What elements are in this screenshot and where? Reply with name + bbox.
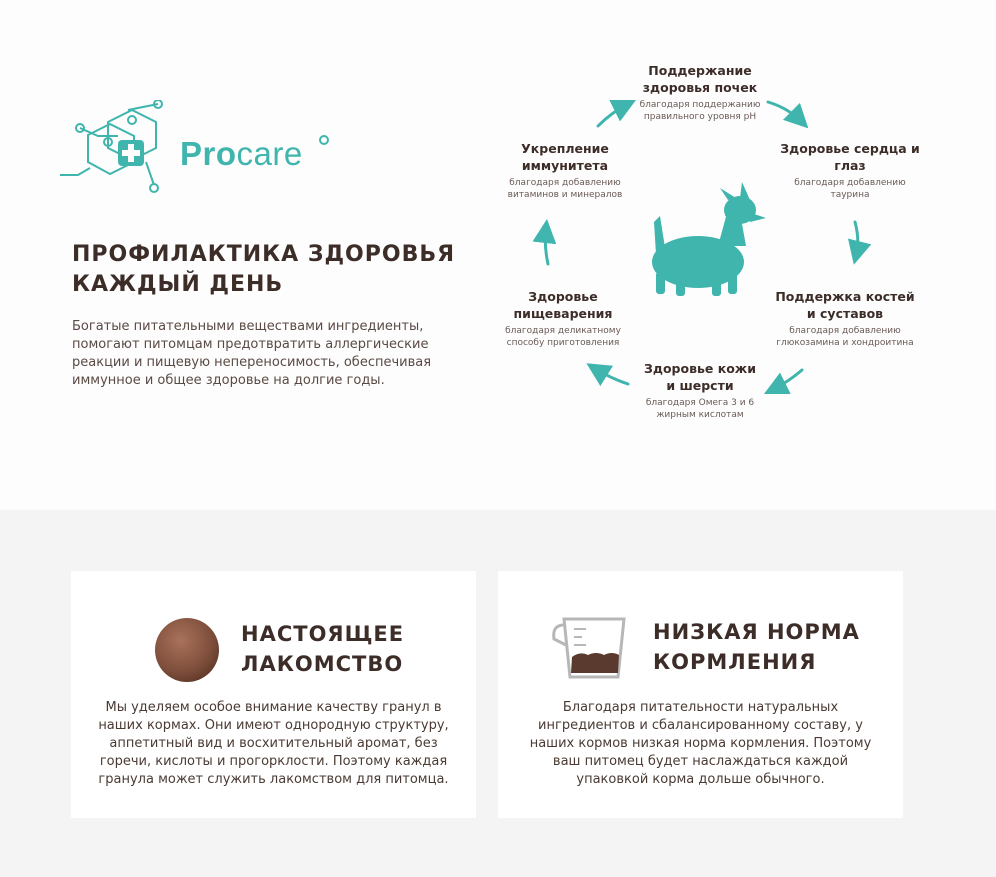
card-text: Мы уделяем особое внимание качеству гранул в наших кормах. Они имеют однородную структуру, аппетитный вид и восхитительный аромат, без горечи, кислоты и прогорклости. Поэтому каждая гранула может служить лакомством для питомца. [98,700,449,787]
cycle-item-bones [770,288,920,349]
dog-icon [652,182,766,296]
logo-brand-light: care [236,135,303,172]
arrow-2-icon [855,222,858,256]
cycle-item-title: Здоровье сердца и глаз [780,141,920,173]
measuring-cup-icon [550,615,628,681]
feature-card-feeding [498,571,903,818]
hero-description: Богатые питательными веществами ингредиенты, помогают питомцам предотвратить аллергические реакции и пищевую непереносимость, обеспечивая иммунное и общее здоровье на долгие годы. [72,319,432,388]
cycle-item-subtitle: благодаря добавлению витаминов и минералов [507,178,623,200]
cycle-item-subtitle: благодаря поддержанию правильного уровня pH [639,100,761,122]
card-title [241,619,404,679]
kibble-icon [153,616,221,684]
cycle-item-skin [640,360,760,421]
cycle-item-immunity [500,140,630,201]
arrow-3-icon [772,370,802,390]
cycle-item-title: Здоровье пищеварения [513,289,613,321]
card-title-line1: НИЗКАЯ НОРМА [653,620,860,644]
cycle-item-heart [780,140,920,201]
cycle-item-kidneys [635,62,765,123]
health-cycle-diagram [480,50,950,450]
cycle-item-title: Здоровье кожи и шерсти [643,361,756,393]
arrow-6-icon [598,104,628,126]
card-title-line2: ЛАКОМСТВО [241,652,404,676]
cycle-item-subtitle: благодаря деликатному способу приготовления [505,326,621,348]
logo-wordmark [180,135,303,173]
arrow-4-icon [594,368,628,384]
arrow-1-icon [768,102,802,122]
card-title-line1: НАСТОЯЩЕЕ [241,622,405,646]
page-title-line2: КАЖДЫЙ ДЕНЬ [72,272,284,297]
cycle-item-title: Поддержка костей и суставов [775,289,915,321]
cycle-item-subtitle: благодаря Омега 3 и 6 жирным кислотам [645,398,755,420]
card-title-line2: КОРМЛЕНИЯ [653,650,817,674]
cycle-item-subtitle: благодаря добавлению глюкозамина и хондроитина [776,326,914,348]
card-text: Благодаря питательности натуральных ингредиентов и сбалансированному составу, у наших кормов низкая норма кормления. Поэтому ваш питомец будет наслаждаться каждой упаковкой корма дольше обычного. [529,700,872,787]
cycle-item-digestion [498,288,628,349]
cycle-item-subtitle: благодаря добавлению таурина [794,178,906,200]
page-title-line1: ПРОФИЛАКТИКА ЗДОРОВЬЯ [72,242,456,267]
logo-brand-bold: Pro [180,135,237,172]
cycle-item-title: Укрепление иммунитета [521,141,609,173]
feature-card-treat [71,571,476,818]
cycle-item-title: Поддержание здоровья почек [642,63,758,95]
page-title [72,240,472,300]
card-title [653,617,860,677]
arrow-5-icon [545,228,548,264]
